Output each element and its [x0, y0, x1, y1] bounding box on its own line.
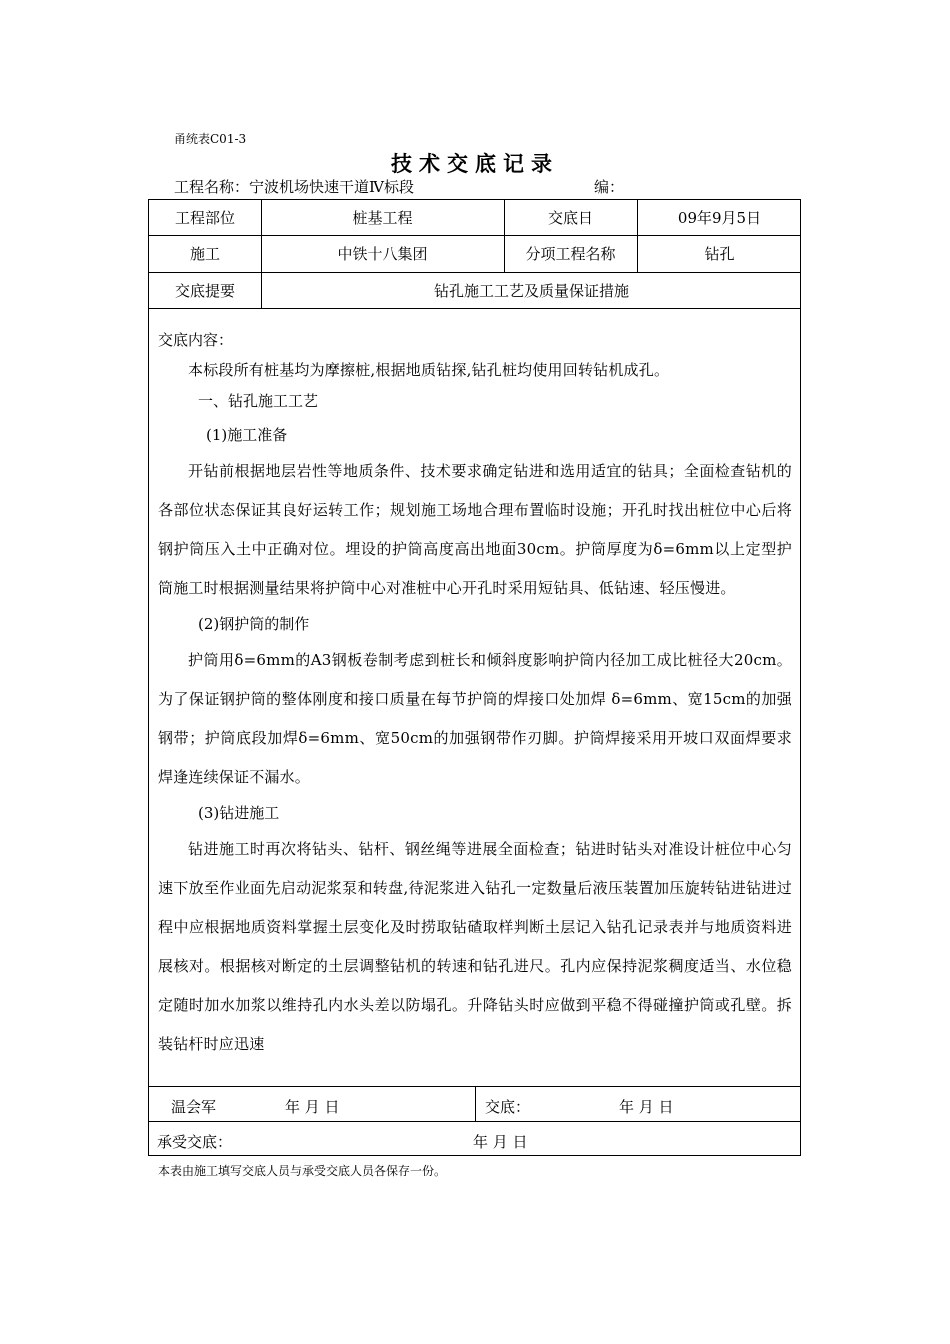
content-label: 交底内容：	[158, 331, 234, 349]
column-divider	[475, 1086, 476, 1121]
paragraph-drilling: 钻进施工时再次将钻头、钻杆、钢丝绳等进展全面检查；钻进时钻头对准设计桩位中心匀速下放至作业面先启动泥浆泵和转盘,待泥浆进入钻孔一定数量后液压装置加压旋转钻进钻进过程中应根据地质资料掌握土层变化及时捞取钻碴取样判断土层记入钻孔记录表并与地质资料进展核对。根据核对断定的土层调整钻机的转速和钻孔进尺。孔内应保持泥浆稠度适当、水位稳定随时加水加浆以维持孔内水头差以防塌孔。升降钻头时应做到平稳不得碰撞护筒或孔壁。拆装钻杆时应迅速	[158, 840, 792, 1053]
date-value: 09年9月5日	[677, 209, 762, 227]
content-body	[158, 325, 792, 1064]
paragraph-casing: 护筒用δ=6mm的A3钢板卷制考虑到桩长和倾斜度影响护筒内径加工成比桩径大20cm。为了保证钢护筒的整体刚度和接口质量在每节护筒的焊接口处加焊 δ=6mm、宽15cm的加强钢带；护筒底段加焊δ=6mm、宽50cm的加强钢带作刃脚。护筒焊接采用开坡口双面焊要求焊逢连续保证不漏水。	[158, 651, 792, 786]
location-label: 工程部位	[174, 209, 235, 227]
paragraph-preparation: 开钻前根据地层岩性等地质条件、技术要求确定钻进和选用适宜的钻具；全面检查钻机的各部位状态保证其良好运转工作；规划施工场地合理布置临时设施；开孔时找出桩位中心后将钢护筒压入土中正确对位。埋设的护筒高度高出地面30cm。护筒厚度为δ=6mm以上定型护筒施工时根据测量结果将护筒中心对准桩中心开孔时采用短钻具、低钻速、轻压慢进。	[158, 462, 792, 597]
section-heading: 一、钻孔施工工艺	[198, 392, 319, 410]
page-title: 技术交底记录	[391, 152, 559, 176]
signer-date: 年 月 日	[285, 1098, 340, 1116]
project-name: 工程名称：宁波机场快速干道Ⅳ标段	[174, 178, 414, 196]
signer-name: 温会军	[171, 1098, 217, 1116]
location-value: 桩基工程	[352, 209, 413, 227]
document-number-label: 编：	[594, 178, 625, 196]
briefer-date: 年 月 日	[619, 1098, 674, 1116]
row-divider	[149, 1121, 800, 1122]
content-intro: 本标段所有桩基均为摩擦桩,根据地质钻探,钻孔桩均使用回转钻机成孔。	[188, 361, 670, 379]
form-code: 甬统表C01-3	[174, 132, 247, 146]
receiver-date: 年 月 日	[473, 1133, 528, 1151]
receiver-label: 承受交底：	[157, 1133, 233, 1151]
subitem-value: 钻孔	[704, 245, 735, 263]
subitem-label: 分项工程名称	[525, 245, 616, 263]
summary-value: 钻孔施工工艺及质量保证措施	[433, 281, 629, 300]
date-label: 交底日	[547, 209, 593, 227]
footnote: 本表由施工填写交底人员与承受交底人员各保存一份。	[158, 1164, 447, 1178]
briefer-label: 交底：	[485, 1098, 531, 1116]
subsection-heading: (2)钢护筒的制作	[198, 615, 310, 633]
row-divider	[149, 308, 800, 309]
subsection-heading: (3)钻进施工	[198, 804, 280, 822]
record-table	[148, 199, 801, 1156]
summary-label: 交底提要	[174, 281, 235, 300]
construction-label: 施工	[189, 245, 220, 263]
subsection-heading: (1)施工准备	[206, 426, 288, 444]
construction-value: 中铁十八集团	[337, 245, 428, 263]
